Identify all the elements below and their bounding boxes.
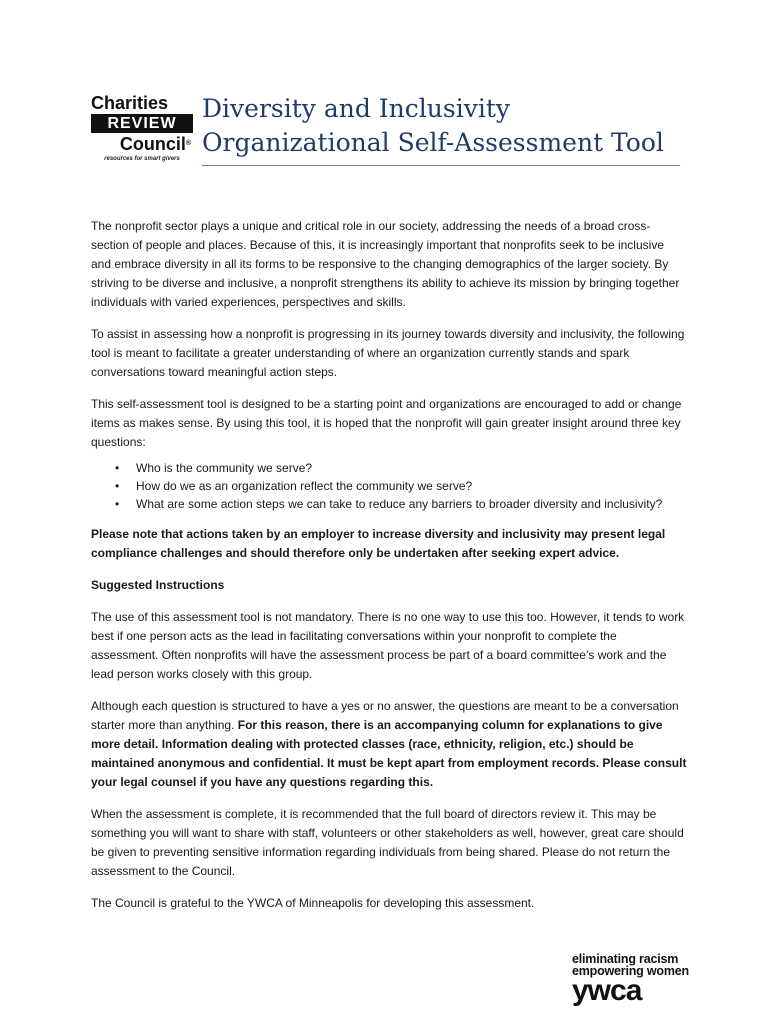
list-item xyxy=(115,477,687,495)
tool-description-paragraph: This self-assessment tool is designed to be a starting point and organizations are encouraged to add or change items as makes sense. By using this tool, it is hoped that the nonprofit will gain greater insight around three key questions: xyxy=(91,397,682,449)
ywca-logo xyxy=(572,953,712,1005)
bullet-icon: • xyxy=(115,461,120,475)
ywca-tagline-1: eliminating racism xyxy=(572,952,679,966)
purpose-paragraph: To assist in assessing how a nonprofit is progressing in its journey towards diversity and inclusivity, the following tool is meant to facilitate a greater understanding of where an organization currently stands and spark conversations toward meaningful action steps. xyxy=(91,327,685,379)
title-line-1: Diversity and Inclusivity xyxy=(202,94,510,123)
ywca-tagline-2: empowering women xyxy=(572,964,689,978)
acknowledgement-paragraph: The Council is grateful to the YWCA of Minneapolis for developing this assessment. xyxy=(91,896,535,910)
list-item-text: What are some action steps we can take to reduce any barriers to broader diversity and inclusivity? xyxy=(136,497,663,511)
document-body xyxy=(91,217,687,926)
logo-council-text: Council xyxy=(119,134,186,154)
bullet-icon: • xyxy=(115,497,120,511)
title-divider xyxy=(202,165,680,166)
list-item-text: How do we as an organization reflect the community we serve? xyxy=(136,479,473,493)
legal-note: Please note that actions taken by an employer to increase diversity and inclusivity may present legal compliance challenges and should therefore only be undertaken after seeking expert advice. xyxy=(91,527,666,560)
review-paragraph: When the assessment is complete, it is recommended that the full board of directors review it. This may be something you will want to share with staff, volunteers or other stakeholders as well, however, great care should be given to preventing sensitive information regarding individuals from being shared. Please do not return the assessment to the Council. xyxy=(91,807,684,878)
confidentiality-note: For this reason, there is an accompanying column for explanations to give more detail. Information dealing with protected classes (race, ethnicity, religion, etc.) should be maintained anonymous and confidential. It must be kept apart from employment records. Please consult your legal counsel if you have any questions regarding this. xyxy=(91,718,687,789)
questions-paragraph-text: Although each question is structured to have a yes or no answer, the questions are meant to be a conversation starter more than anything. xyxy=(91,699,679,732)
instructions-heading: Suggested Instructions xyxy=(91,578,225,592)
questions-paragraph xyxy=(91,697,687,792)
logo-registered-mark: ® xyxy=(185,140,191,147)
list-item-text: Who is the community we serve? xyxy=(136,461,313,475)
page-title xyxy=(202,92,680,160)
logo-charities: Charities xyxy=(91,93,169,113)
list-item xyxy=(115,459,687,477)
logo-review: REVIEW xyxy=(91,114,193,133)
intro-paragraph: The nonprofit sector plays a unique and critical role in our society, addressing the needs of a broad cross-section of people and places. Because of this, it is increasingly important that nonprofits seek to be inclusive and embrace diversity in all its forms to be responsive to the changing demographics of the larger society. By striving to be diverse and inclusive, a nonprofit strengthens its ability to achieve its mission by bringing together individuals with varied experiences, perspectives and skills. xyxy=(91,219,680,309)
charities-review-council-logo xyxy=(91,93,193,163)
list-item xyxy=(115,495,687,513)
key-questions-list xyxy=(91,459,687,513)
instructions-paragraph: The use of this assessment tool is not mandatory. There is no one way to use this too. However, it tends to work best if one person acts as the lead in facilitating conversations within your nonprofit to complete the assessment. Often nonprofits will have the assessment process be part of a board committee’s work and the lead person works closely with this group. xyxy=(91,610,685,681)
bullet-icon: • xyxy=(115,479,120,493)
title-line-2: Organizational Self-Assessment Tool xyxy=(202,128,664,157)
logo-council xyxy=(91,134,193,154)
ywca-wordmark: ywca xyxy=(572,974,642,1007)
logo-tagline: resources for smart givers xyxy=(104,156,180,162)
